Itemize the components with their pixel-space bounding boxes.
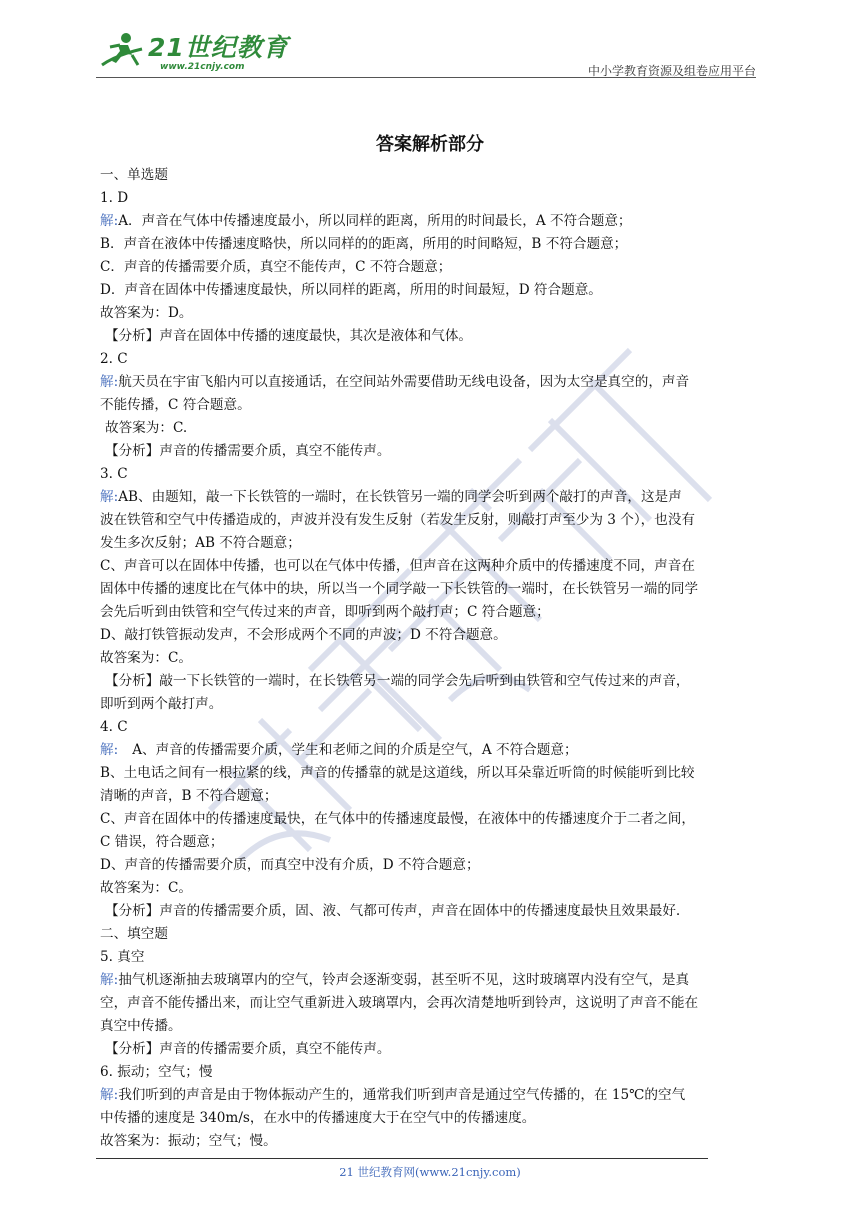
answer-line: 解:航天员在宇宙飞船内可以直接通话，在空间站外需要借助无线电设备，因为太空是真空的，声音 <box>100 374 690 390</box>
jie-label: 解: <box>100 489 119 505</box>
question-head: 4. C <box>100 719 128 735</box>
runner-logo-icon <box>96 31 146 75</box>
logo-text: 21世纪教育 <box>148 33 289 62</box>
jie-label: 解: <box>100 972 119 988</box>
footer-divider <box>96 1158 708 1159</box>
answer-content <box>100 164 760 1153</box>
analysis-line: 【分析】声音在固体中传播的速度最快，其次是液体和气体。 <box>105 328 473 344</box>
answer-line: D、声音的传播需要介质，而真空中没有介质，D 不符合题意； <box>100 857 480 873</box>
answer-line: D、敲打铁管振动发声，不会形成两个不同的声波；D 不符合题意。 <box>100 627 507 643</box>
answer-final: 故答案为：C. <box>105 420 188 436</box>
answer-line: 波在铁管和空气中传播造成的，声波并没有发生反射（若发生反射，则敲打声至少为 3 个），也没有 <box>100 512 696 528</box>
answer-line: 解: A、声音的传播需要介质，学生和老师之间的介质是空气，A 不符合题意； <box>100 742 578 758</box>
question-head: 5. 真空 <box>100 949 145 965</box>
answer-line: 解:我们听到的声音是由于物体振动产生的，通常我们听到声音是通过空气传播的，在 15℃的空气 <box>100 1087 686 1103</box>
answer-line: 解:AB、由题知，敲一下长铁管的一端时，在长铁管另一端的同学会听到两个敲打的声音，这是声 <box>100 489 682 505</box>
answer-line: 会先后听到由铁管和空气传过来的声音，即听到两个敲打声；C 符合题意； <box>100 604 550 620</box>
analysis-line: 【分析】声音的传播需要介质，固、液、气都可传声，声音在固体中的传播速度最快且效果最好. <box>105 903 681 919</box>
answer-final: 故答案为：D。 <box>100 305 193 321</box>
question-head: 1. D <box>100 190 129 206</box>
answer-line: D．声音在固体中传播速度最快，所以同样的距离，所用的时间最短，D 符合题意。 <box>100 282 602 298</box>
answer-line: 解:A．声音在气体中传播速度最小，所以同样的距离，所用的时间最长，A 不符合题意； <box>100 213 632 229</box>
answer-line: 真空中传播。 <box>100 1018 182 1034</box>
answer-line: 发生多次反射；AB 不符合题意； <box>100 535 301 551</box>
answer-final: 故答案为：C。 <box>100 650 192 666</box>
jie-label: 解: <box>100 374 119 390</box>
page-header <box>96 30 756 80</box>
answer-final: 故答案为：C。 <box>100 880 192 896</box>
answer-line: B、土电话之间有一根拉紧的线，声音的传播靠的就是这道线，所以耳朵靠近听筒的时候能听到比较 <box>100 765 695 781</box>
section-heading: 一、单选题 <box>100 167 168 183</box>
logo-url: www.21cnjy.com <box>160 62 245 72</box>
answer-line: 固体中传播的速度比在气体中的块，所以当一个同学敲一下长铁管的一端时，在长铁管另一端的同学 <box>100 581 699 597</box>
answer-line: C 错误，符合题意； <box>100 834 224 850</box>
answer-line: 空，声音不能传播出来，而让空气重新进入玻璃罩内，会再次清楚地听到铃声，这说明了声音不能在 <box>100 995 699 1011</box>
jie-label: 解: <box>100 213 119 229</box>
analysis-line: 【分析】声音的传播需要介质，真空不能传声。 <box>105 443 391 459</box>
question-head: 2. C <box>100 351 128 367</box>
platform-label: 中小学教育资源及组卷应用平台 <box>587 64 756 78</box>
answer-line: B．声音在液体中传播速度略快，所以同样的的距离，所用的时间略短，B 不符合题意； <box>100 236 628 252</box>
analysis-line: 即听到两个敲打声。 <box>100 696 223 712</box>
answer-line: 清晰的声音，B 不符合题意； <box>100 788 278 804</box>
site-logo[interactable] <box>96 30 289 76</box>
jie-label: 解: <box>100 1087 119 1103</box>
answer-line: C、声音在固体中的传播速度最快，在气体中的传播速度最慢，在液体中的传播速度介于二者之间， <box>100 811 695 827</box>
page-title: 答案解析部分 <box>376 134 484 155</box>
jie-label: 解: <box>100 742 119 758</box>
answer-line: 不能传播，C 符合题意。 <box>100 397 251 413</box>
answer-line: 解:抽气机逐渐抽去玻璃罩内的空气，铃声会逐渐变弱，甚至听不见，这时玻璃罩内没有空气，是真 <box>100 972 690 988</box>
header-divider <box>96 77 756 78</box>
section-heading: 二、填空题 <box>100 926 168 942</box>
answer-final: 故答案为：振动；空气；慢。 <box>100 1133 277 1149</box>
answer-line: 中传播的速度是 340m/s，在水中的传播速度大于在空气中的传播速度。 <box>100 1110 536 1126</box>
answer-line: C、声音可以在固体中传播，也可以在气体中传播，但声音在这两种介质中的传播速度不同，声音在 <box>100 558 695 574</box>
analysis-line: 【分析】声音的传播需要介质，真空不能传声。 <box>105 1041 391 1057</box>
footer-link[interactable]: 21 世纪教育网(www.21cnjy.com) <box>339 1165 521 1179</box>
question-head: 3. C <box>100 466 128 482</box>
question-head: 6. 振动；空气；慢 <box>100 1064 213 1080</box>
answer-line: C．声音的传播需要介质，真空不能传声，C 不符合题意； <box>100 259 452 275</box>
analysis-line: 【分析】敲一下长铁管的一端时，在长铁管另一端的同学会先后听到由铁管和空气传过来的声音， <box>105 673 690 689</box>
